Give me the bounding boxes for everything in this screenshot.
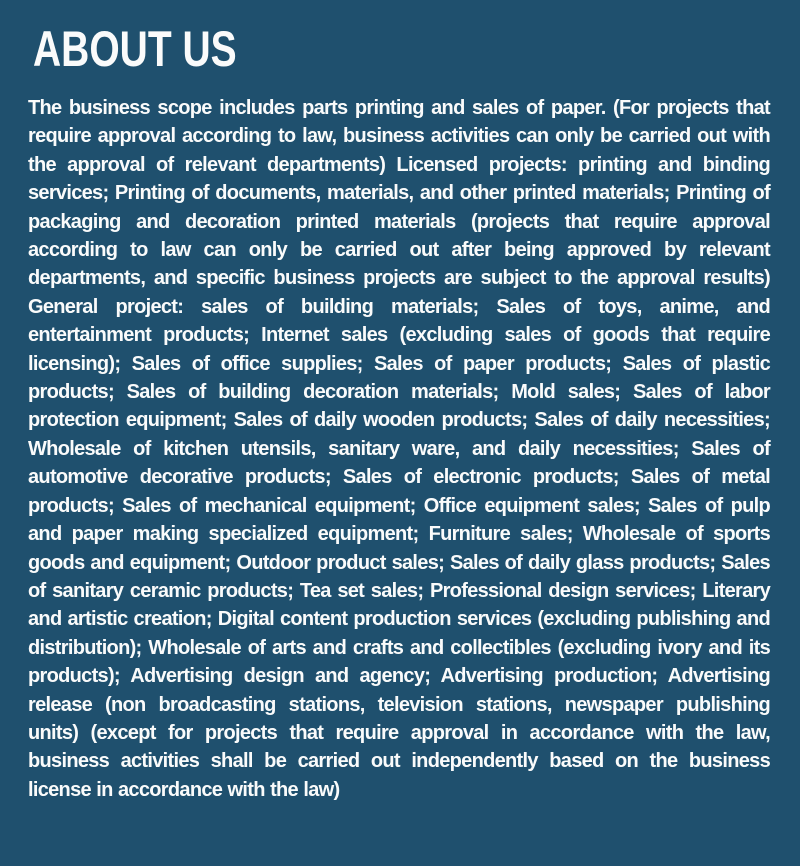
business-scope-paragraph: The business scope includes parts printing and sales of paper. (For projects that require approval according to law, business activities can only be carried out with the approval of relevant departments) Licensed projects: printing and binding services; Printing of documents, materials, and other printed materials; Printing of packaging and decoration printed materials (projects that require approval according to law can only be carried out after being approved by relevant departments, and specific business projects are subject to the approval results) General project: sales of building materials; Sales of toys, anime, and entertainment products; Internet sales (excluding sales of goods that require licensing); Sales of office supplies; Sales of paper products; Sales of plastic products; Sales of building decoration materials; Mold sales; Sales of labor protection equipment; Sales of daily wooden products; Sales of daily necessities; Wholesale of kitchen utensils, sanitary ware, and daily necessities; Sales of automotive decorative products; Sales of electronic products; Sales of metal products; Sales of mechanical equipment; Office equipment sales; Sales of pulp and paper making specialized equipment; Furniture sales; Wholesale of sports goods and equipment; Outdoor product sales; Sales of daily glass products; Sales of sanitary ceramic products; Tea set sales; Professional design services; Literary and artistic creation; Digital content production services (excluding publishing and distribution); Wholesale of arts and crafts and collectibles (excluding ivory and its products); Advertising design and agency; Advertising production; Advertising release (non broadcasting stations, television stations, newspaper publishing units) (except for projects that require approval in accordance with the law, business activities shall be carried out independently based on the business license in accordance with the law) bbox=[28, 97, 770, 801]
about-us-title: ABOUT US bbox=[33, 21, 237, 77]
